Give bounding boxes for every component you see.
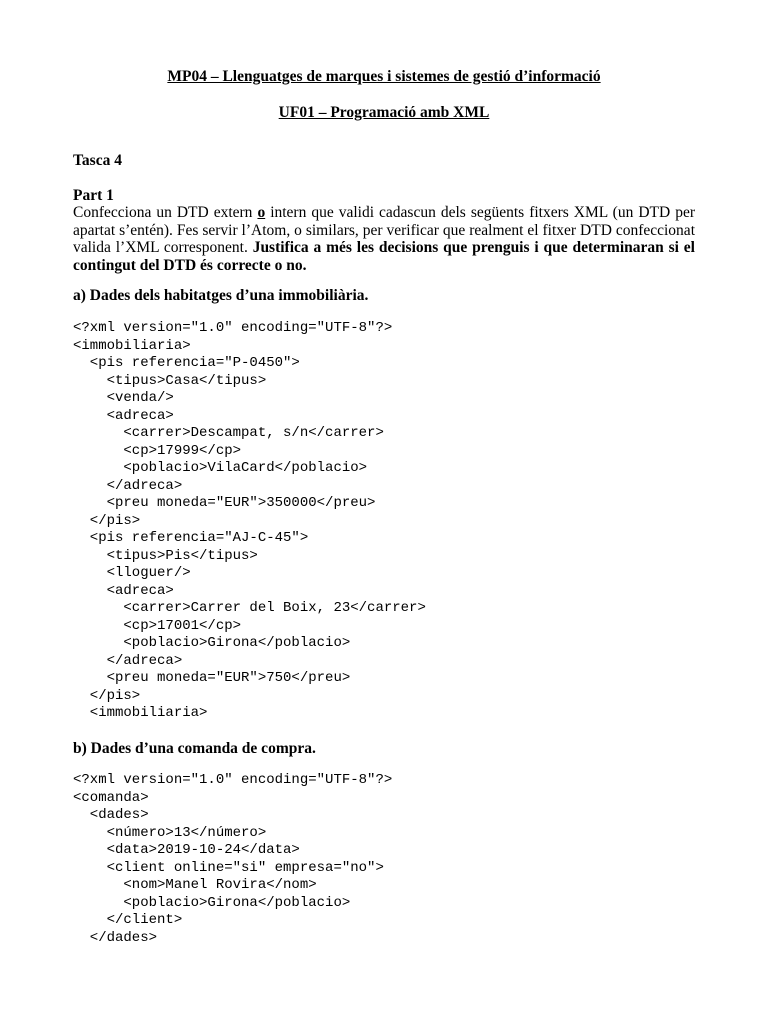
- document-subtitle: UF01 – Programació amb XML: [278, 104, 490, 121]
- code-line: <dades>: [73, 807, 149, 823]
- code-line: <carrer>Descampat, s/n</carrer>: [73, 425, 384, 441]
- code-line: <cp>17999</cp>: [73, 442, 242, 459]
- code-line: <adreca>: [73, 407, 174, 424]
- code-line: <data>2019-10-24</data>: [73, 842, 300, 858]
- code-line: <tipus>Casa</tipus>: [73, 372, 267, 389]
- code-line: <preu moneda="EUR">750</preu>: [73, 670, 351, 686]
- code-line: <immobiliaria>: [73, 705, 208, 721]
- task-heading: Tasca 4: [73, 152, 122, 169]
- code-line: <poblacio>VilaCard</poblacio>: [73, 460, 368, 476]
- code-line: <pis referencia="P-0450">: [73, 355, 300, 371]
- code-line: <venda/>: [73, 390, 174, 406]
- code-line: <comanda>: [73, 789, 149, 806]
- document-title: MP04 – Llenguatges de marques i sistemes de gestió d’informació: [167, 68, 601, 85]
- intro-or: o: [257, 204, 266, 221]
- code-line: <?xml version="1.0" encoding="UTF-8"?>: [73, 320, 393, 336]
- xml-code-block-b: [73, 772, 392, 947]
- code-line: <immobiliaria>: [73, 337, 191, 354]
- code-line: </adreca>: [73, 652, 183, 669]
- section-b-heading: b) Dades d’una comanda de compra.: [73, 740, 316, 757]
- part-heading: Part 1: [73, 187, 114, 204]
- code-line: <lloguer/>: [73, 565, 191, 581]
- code-line: <?xml version="1.0" encoding="UTF-8"?>: [73, 772, 393, 788]
- code-line: <tipus>Pis</tipus>: [73, 547, 258, 564]
- xml-code-block-a: [73, 320, 426, 723]
- intro-text-1: Confecciona un DTD extern: [73, 204, 258, 221]
- code-line: <nom>Manel Rovira</nom>: [73, 877, 317, 893]
- code-line: <client online="si" empresa="no">: [73, 859, 384, 876]
- code-line: </dades>: [73, 929, 158, 946]
- code-line: </client>: [73, 912, 183, 928]
- code-line: <preu moneda="EUR">350000</preu>: [73, 495, 376, 511]
- code-line: </pis>: [73, 512, 141, 529]
- intro-bold: Justifica a més les decisions que prenguis i que determinaran si el contingut del DTD és correcte o no.: [73, 239, 695, 274]
- code-line: <poblacio>Girona</poblacio>: [73, 894, 351, 911]
- section-a-heading: a) Dades dels habitatges d’una immobiliària.: [73, 287, 369, 304]
- intro-text-2: intern que validi cadascun dels següents fitxers XML (un DTD per apartat s’entén). Fes servir l’Atom, o similars, per verificar que realment el fitxer DTD confeccionat valida l’XML corresponent.: [73, 204, 695, 256]
- code-line: <número>13</número>: [73, 824, 267, 841]
- code-line: <pis referencia="AJ-C-45">: [73, 530, 309, 546]
- code-line: <adreca>: [73, 582, 174, 599]
- code-line: <carrer>Carrer del Boix, 23</carrer>: [73, 600, 426, 616]
- code-line: <cp>17001</cp>: [73, 617, 242, 634]
- code-line: <poblacio>Girona</poblacio>: [73, 635, 351, 651]
- code-line: </adreca>: [73, 477, 183, 494]
- intro-paragraph: [73, 204, 695, 274]
- code-line: </pis>: [73, 687, 141, 704]
